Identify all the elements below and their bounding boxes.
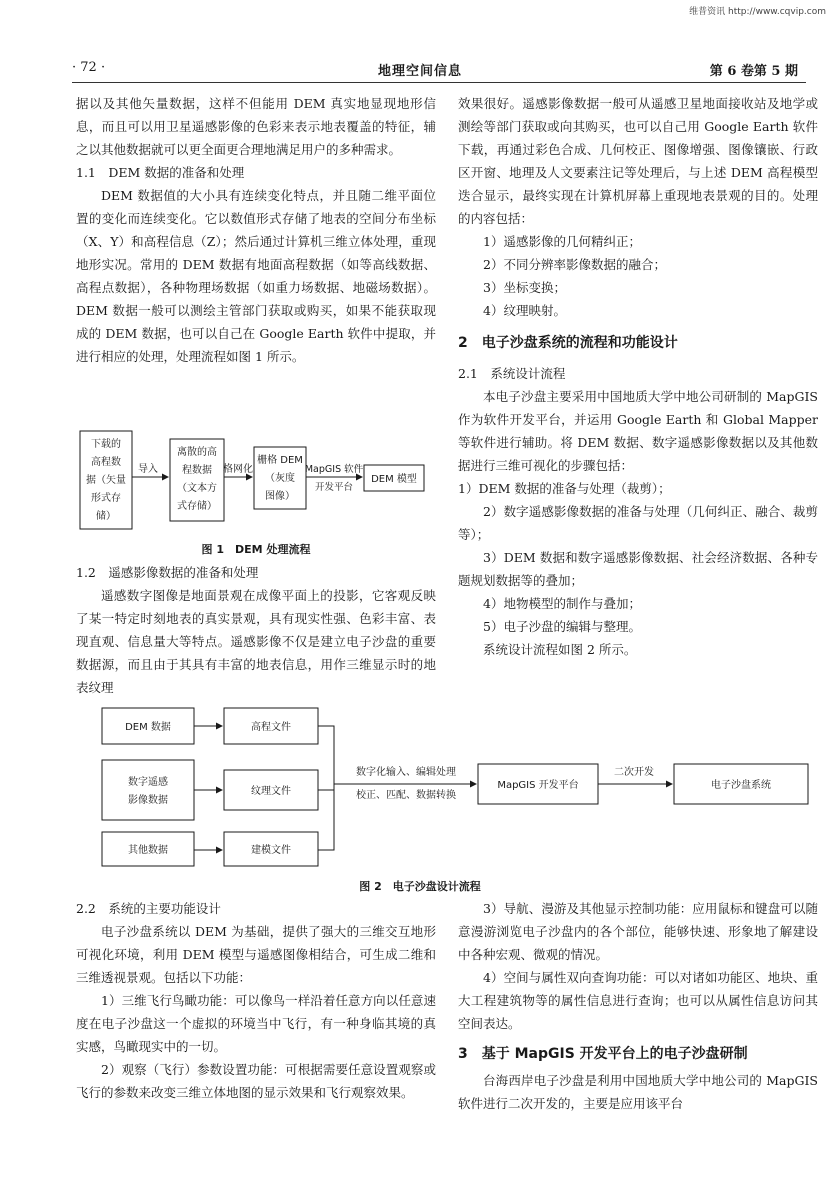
fig1-box-discrete-line: 程数据 bbox=[182, 465, 212, 476]
list-item: 3）DEM 数据和数字遥感影像数据、社会经济数据、各种专题规划数据等的叠加； bbox=[458, 550, 818, 588]
fig2-label-digitize: 数字化输入、编辑处理 bbox=[356, 767, 456, 778]
figure-1-flowchart bbox=[76, 425, 436, 535]
list-item: 4）地物模型的制作与叠加； bbox=[483, 596, 641, 611]
fig2-box-platform-label: MapGIS 开发平台 bbox=[497, 780, 579, 791]
paragraph: 系统设计流程如图 2 所示。 bbox=[483, 642, 637, 657]
list-item: 3）坐标变换； bbox=[483, 280, 566, 295]
left-column-mid bbox=[76, 561, 436, 699]
fig2-box-other-data-label: 其他数据 bbox=[128, 845, 168, 856]
fig1-box-dem-model-label: DEM 模型 bbox=[371, 474, 417, 485]
fig1-box-raster-line: 图像） bbox=[265, 491, 295, 502]
fig2-connector bbox=[318, 726, 334, 850]
fig2-box-system-label: 电子沙盘系统 bbox=[711, 780, 771, 791]
page-number: · 72 · bbox=[72, 60, 106, 75]
fig2-label-dev: 二次开发 bbox=[614, 767, 654, 778]
journal-title: 地理空间信息 bbox=[377, 64, 462, 79]
fig1-box-discrete-line: 式存储） bbox=[177, 501, 217, 512]
section-1-1-heading: 1.1 DEM 数据的准备和处理 bbox=[76, 165, 245, 180]
paragraph: 台海西岸电子沙盘是利用中国地质大学中地公司的 MapGIS 软件进行二次开发的，主要是应用该平台 bbox=[458, 1073, 818, 1111]
fig1-box-download-line: 下载的 bbox=[91, 439, 121, 450]
left-column-bottom bbox=[76, 897, 436, 1104]
list-item: 2）数字遥感影像数据的准备与处理（几何纠正、融合、裁剪等）； bbox=[458, 504, 818, 542]
fig1-arrow-import-label: 导入 bbox=[138, 464, 158, 475]
fig1-arrow-grid-label: 格网化 bbox=[223, 464, 253, 475]
list-item: 1）遥感影像的几何精纠正； bbox=[483, 234, 641, 249]
fig1-box-download-line: 据（矢量 bbox=[86, 475, 126, 486]
fig2-box-model-file-label: 建模文件 bbox=[251, 845, 291, 856]
left-column-top bbox=[76, 92, 436, 368]
list-item: 1）DEM 数据的准备与处理（裁剪）； bbox=[458, 481, 671, 496]
section-2-heading: 2 电子沙盘系统的流程和功能设计 bbox=[458, 335, 678, 351]
fig1-arrow-mapgis-label: MapGIS 软件 bbox=[304, 464, 364, 475]
header-rule bbox=[72, 82, 806, 83]
paragraph: 本电子沙盘主要采用中国地质大学中地公司研制的 MapGIS 作为软件开发平台，并运用 Google Earth 和 Global Mapper 等软件进行辅助。将 DEM 数据、数字遥感影像数据以及其他数据进行三维可视化的步骤包括： bbox=[458, 389, 818, 473]
section-3-heading: 3 基于 MapGIS 开发平台上的电子沙盘研制 bbox=[458, 1046, 748, 1062]
fig1-box-discrete-line: 离散的高 bbox=[177, 447, 217, 458]
issue-label: 第 6 卷第 5 期 bbox=[709, 64, 798, 79]
fig2-box-rs-data bbox=[102, 760, 194, 820]
paragraph: 2）观察（飞行）参数设置功能：可根据需要任意设置观察或飞行的参数来改变三维立体地图的显示效果和飞行观察效果。 bbox=[76, 1062, 436, 1100]
section-2-1-heading: 2.1 系统设计流程 bbox=[458, 366, 566, 381]
fig2-box-texture-file-label: 纹理文件 bbox=[251, 786, 291, 797]
paragraph: DEM 数据值的大小具有连续变化特点，并且随二维平面位置的变化而连续变化。它以数值形式存储了地表的空间分布坐标（X、Y）和高程信息（Z）；然后通过计算机三维立体处理，重现地形实况。常用的 DEM 数据有地面高程数据（如等高线数据、高程点数据），各种物理场数据（如重力场数据、地磁场数据）。DEM 数据一般可以测绘主管部门获取或购买，如果不能获取现成的 DEM 数据，也可以自己在 Google Earth 软件中提取，并进行相应的处理，处理流程如图 1 所示。 bbox=[76, 188, 436, 364]
right-column-top bbox=[458, 92, 818, 661]
figure-1-caption: 图 1 DEM 处理流程 bbox=[201, 543, 311, 556]
watermark: 维普资讯 http://www.cqvip.com bbox=[689, 7, 826, 17]
fig2-box-dem-data-label: DEM 数据 bbox=[125, 722, 171, 733]
paragraph: 据以及其他矢量数据，这样不但能用 DEM 真实地显现地形信息，而且可以用卫星遥感影像的色彩来表示地表覆盖的特征，辅之以其他数据就可以更全面更合理地满足用户的多种需求。 bbox=[76, 96, 436, 157]
fig2-box-rs-data-label: 影像数据 bbox=[128, 795, 168, 806]
figure-2-flowchart bbox=[94, 702, 816, 870]
list-item: 4）纹理映射。 bbox=[483, 303, 566, 318]
paragraph: 遥感数字图像是地面景观在成像平面上的投影，它客观反映了某一特定时刻地表的真实景观，具有现实性强、色彩丰富、表现直观、信息量大等特点。遥感影像不仅是建立电子沙盘的重要数据源，而且由于其具有丰富的地表信息，用作三维显示时的地表纹理 bbox=[76, 588, 436, 695]
fig1-box-download-line: 高程数 bbox=[91, 457, 121, 468]
fig1-box-download-line: 储） bbox=[96, 511, 116, 522]
list-item: 2）不同分辨率影像数据的融合； bbox=[483, 257, 666, 272]
fig2-box-elev-file-label: 高程文件 bbox=[251, 722, 291, 733]
paragraph: 4）空间与属性双向查询功能：可以对诸如功能区、地块、重大工程建筑物等的属性信息进行查询；也可以从属性信息访问其空间表达。 bbox=[458, 970, 818, 1031]
paragraph: 1）三维飞行鸟瞰功能：可以像鸟一样沿着任意方向以任意速度在电子沙盘这一个虚拟的环境当中飞行，有一种身临其境的真实感，鸟瞰现实中的一切。 bbox=[76, 993, 436, 1054]
fig1-box-raster-line: （灰度 bbox=[265, 473, 295, 484]
fig1-box-raster-line: 栅格 DEM bbox=[257, 455, 303, 466]
figure-2-caption: 图 2 电子沙盘设计流程 bbox=[359, 880, 481, 893]
fig2-label-correct: 校正、匹配、数据转换 bbox=[356, 790, 456, 801]
paragraph: 3）导航、漫游及其他显示控制功能：应用鼠标和键盘可以随意漫游浏览电子沙盘内的各个部位，能够快速、形象地了解建设中各种宏观、微观的情况。 bbox=[458, 901, 818, 962]
list-item: 5）电子沙盘的编辑与整理。 bbox=[483, 619, 641, 634]
right-column-bottom bbox=[458, 897, 818, 1115]
fig2-box-rs-data-label: 数字遥感 bbox=[128, 777, 168, 788]
paragraph: 电子沙盘系统以 DEM 为基础，提供了强大的三维交互地形可视化环境，利用 DEM 模型与遥感图像相结合，可生成二维和三维透视景观。包括以下功能： bbox=[76, 924, 436, 985]
fig1-box-download-line: 形式存 bbox=[91, 493, 121, 504]
section-1-2-heading: 1.2 遥感影像数据的准备和处理 bbox=[76, 565, 259, 580]
fig1-box-discrete-line: （文本方 bbox=[177, 483, 217, 494]
paragraph: 效果很好。遥感影像数据一般可从遥感卫星地面接收站及地学或测绘等部门获取或向其购买，也可以自己用 Google Earth 软件下载，再通过彩色合成、几何校正、图像增强、图像镶嵌、行政区开窗、地理及人文要素注记等处理后，与上述 DEM 高程模型迭合显示，最终实现在计算机屏幕上重现地表景观的目的。处理的内容包括： bbox=[458, 96, 818, 226]
fig1-arrow-mapgis-label: 开发平台 bbox=[314, 482, 354, 493]
section-2-2-heading: 2.2 系统的主要功能设计 bbox=[76, 901, 221, 916]
